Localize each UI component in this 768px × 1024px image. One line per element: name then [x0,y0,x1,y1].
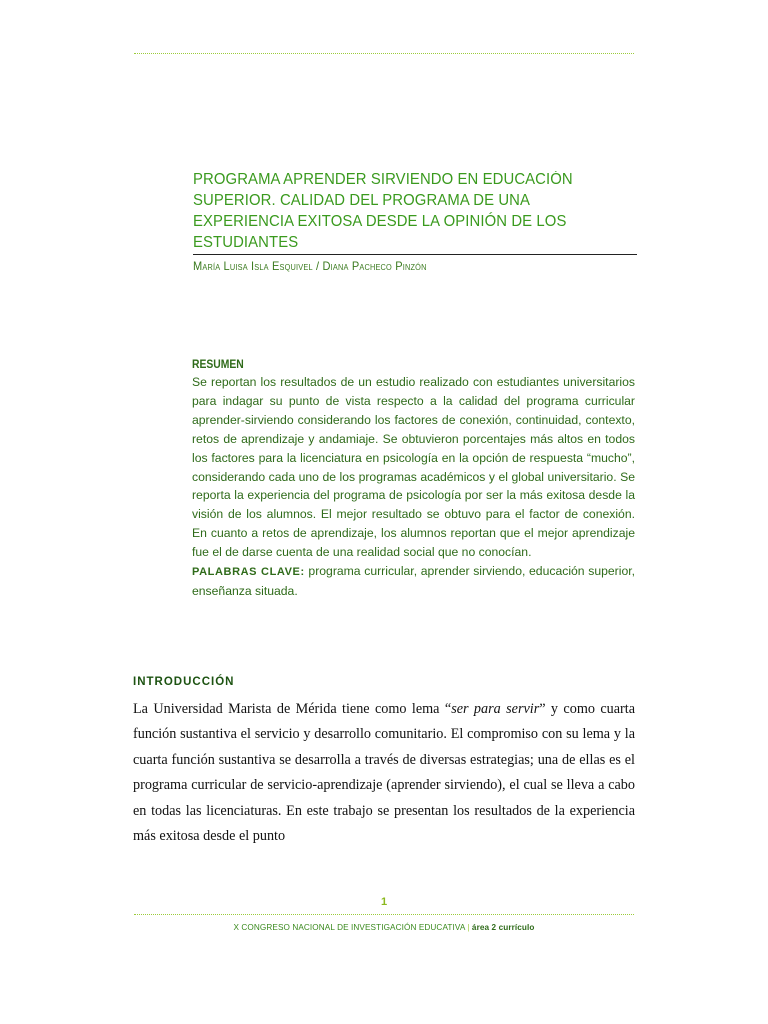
keywords-text: programa curricular, aprender sirviendo, educación superior, enseñanza situada. [192,564,635,598]
footer-congress: X CONGRESO NACIONAL DE INVESTIGACIÓN EDUCATIVA [233,923,465,932]
university-motto: ser para servir [451,701,540,717]
keywords-label: PALABRAS CLAVE: [192,566,305,579]
intro-text-rest: ” y como cuarta función sustantiva el servicio y desarrollo comunitario. El compromiso con su lema y la cuarta función sustantiva se desarrolla a través de diversas estrategias; una de ellas es el programa curricular de servicio-aprendizaje (aprender sirviendo), el cual se lleva a cabo en todas las licenciaturas. En este trabajo se presentan los resultados de la experiencia más exitosa desde el punto [133,701,636,845]
intro-text-start: La Universidad Marista de Mérida tiene como lema “ [133,701,452,717]
bottom-dotted-rule [134,914,634,915]
abstract-text: Se reportan los resultados de un estudio realizado con estudiantes universitarios para indagar su punto de vista respecto a la calidad del programa curricular aprender-sirviendo considerando los factores de conexión, continuidad, contexto, retos de aprendizaje y andamiaje. Se obtuvieron porcentajes más altos en todos los factores para la licenciatura en psicología en la opción de respuesta “mucho”, considerando cada uno de los programas académicos y el global universitario. Se reporta la experiencia del programa de psicología por ser la más exitosa desde la visión de los alumnos. El mejor resultado se obtuvo para el factor de conexión. En cuanto a retos de aprendizaje, los alumnos reportan que el mejor aprendizaje fue el de darse cuenta de una realidad social que no conocían. [192,375,635,560]
paper-title: PROGRAMA APRENDER SIRVIENDO EN EDUCACIÓN SUPERIOR. CALIDAD DEL PROGRAMA DE UNA EXPERIENCIA EXITOSA DESDE LA OPINIÓN DE LOS ESTUDIANTES [193,171,573,251]
title-rule [193,254,637,255]
footer [0,923,768,932]
abstract-section [192,357,635,601]
abstract-heading: RESUMEN [192,359,244,371]
authors-line: María Luisa Isla Esquivel / Diana Pacheco Pinzón [193,259,427,273]
footer-separator: | [464,923,472,932]
introduction-body [133,697,635,849]
top-dotted-rule [134,53,634,54]
footer-area: área 2 currículo [471,923,535,932]
abstract-body [192,373,635,601]
page-number: 1 [380,896,388,908]
introduction-heading: INTRODUCCIÓN [133,676,235,688]
